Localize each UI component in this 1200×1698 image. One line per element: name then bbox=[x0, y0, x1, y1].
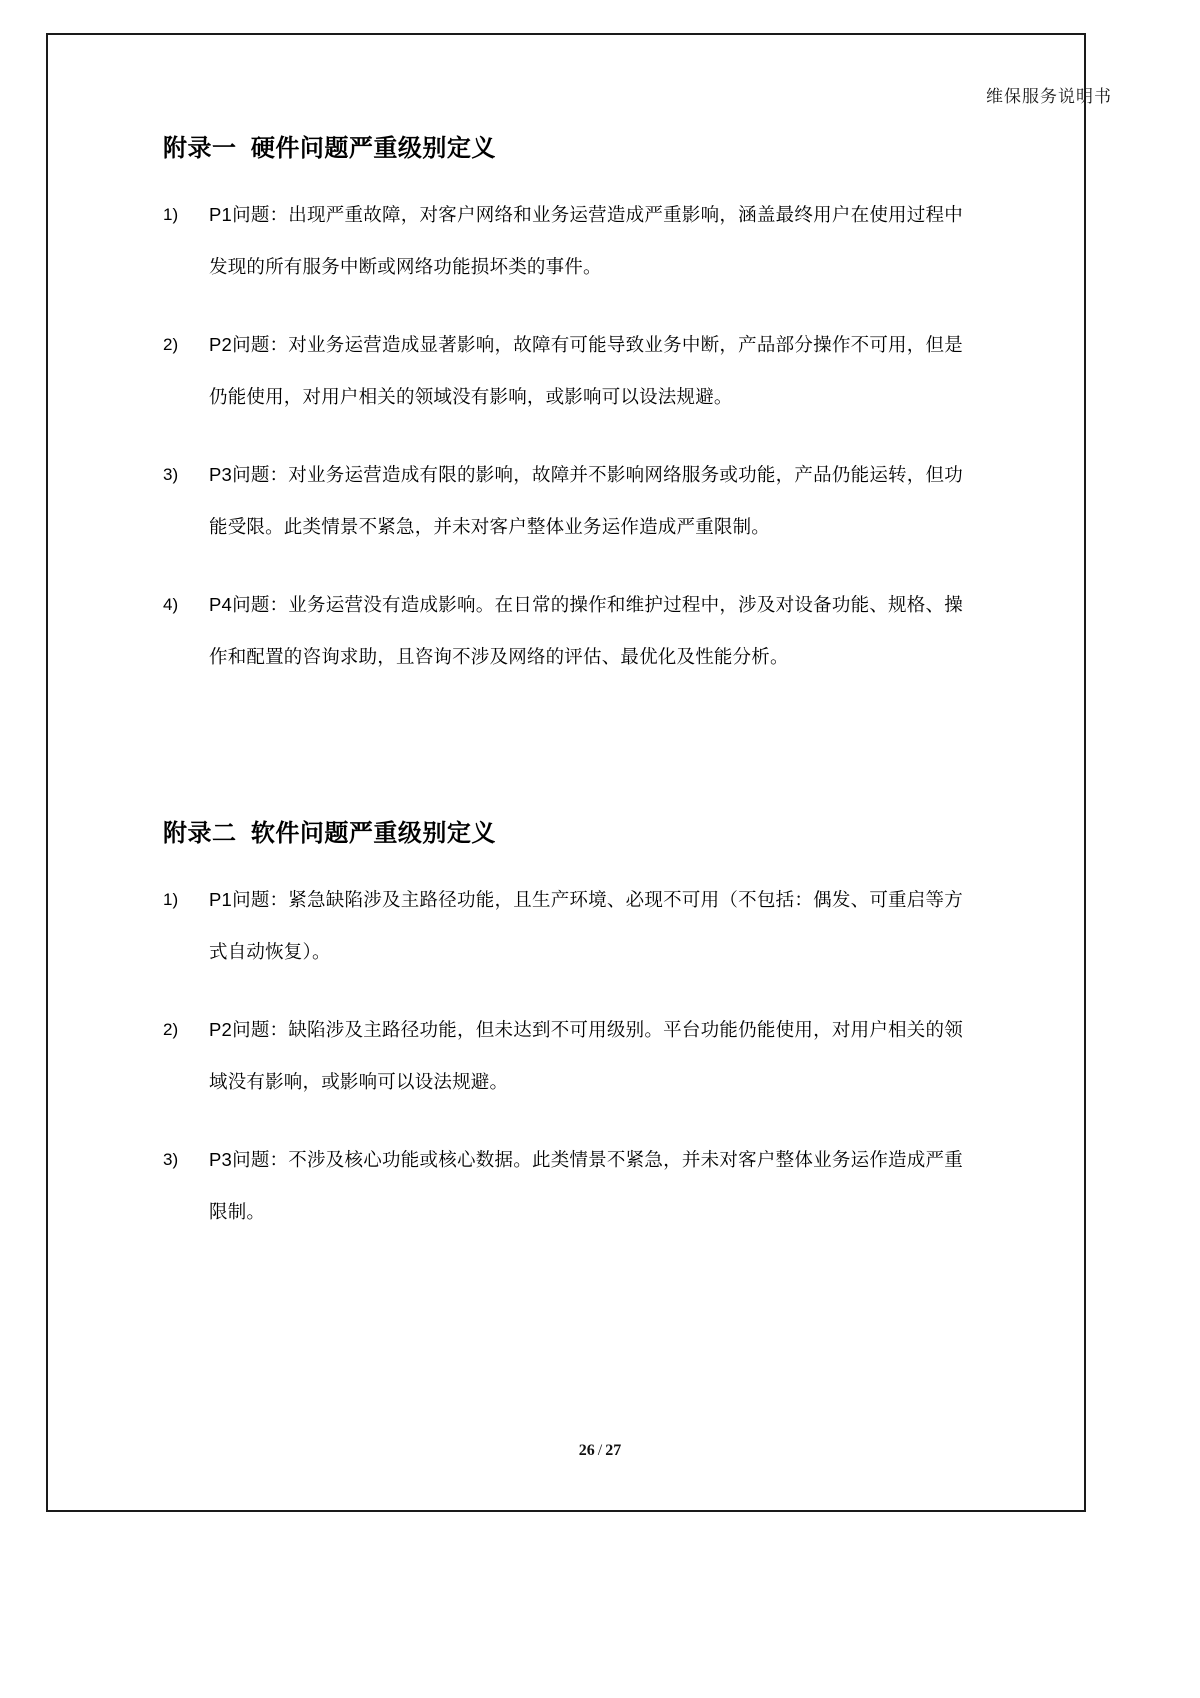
page-footer bbox=[0, 1442, 1200, 1460]
list-item-marker: 4) bbox=[163, 595, 179, 614]
list-item-text: P4问题：业务运营没有造成影响。在日常的操作和维护过程中，涉及对设备功能、规格、操作和配置的咨询求助，且咨询不涉及网络的评估、最优化及性能分析。 bbox=[209, 594, 963, 667]
list-item-text: P3问题：对业务运营造成有限的影响，故障并不影响网络服务或功能，产品仍能运转，但功能受限。此类情景不紧急，并未对客户整体业务运作造成严重限制。 bbox=[209, 464, 963, 537]
list-item-marker: 3) bbox=[163, 1150, 179, 1169]
appendix-one-list bbox=[163, 189, 963, 683]
appendix-two-list bbox=[163, 874, 963, 1238]
list-item-text: P1问题：紧急缺陷涉及主路径功能，且生产环境、必现不可用（不包括：偶发、可重启等方式自动恢复）。 bbox=[209, 889, 963, 962]
section-spacer bbox=[163, 683, 963, 813]
list-item-marker: 1) bbox=[163, 890, 179, 909]
list-item bbox=[163, 189, 963, 293]
section-title-appendix-one: 附录一 硬件问题严重级别定义 bbox=[163, 135, 496, 162]
list-item-marker: 2) bbox=[163, 1020, 179, 1039]
page-content bbox=[163, 128, 963, 1238]
list-item-marker: 2) bbox=[163, 335, 179, 354]
list-item-marker: 3) bbox=[163, 465, 179, 484]
footer-current-page: 26 bbox=[578, 1442, 595, 1459]
footer-separator: / bbox=[597, 1442, 603, 1459]
footer-total-pages: 27 bbox=[605, 1442, 622, 1459]
list-item-text: P1问题：出现严重故障，对客户网络和业务运营造成严重影响，涵盖最终用户在使用过程中发现的所有服务中断或网络功能损坏类的事件。 bbox=[209, 204, 963, 277]
running-head: 维保服务说明书 bbox=[986, 87, 1112, 106]
list-item bbox=[163, 319, 963, 423]
list-item-text: P2问题：对业务运营造成显著影响，故障有可能导致业务中断，产品部分操作不可用，但是仍能使用，对用户相关的领域没有影响，或影响可以设法规避。 bbox=[209, 334, 963, 407]
list-item bbox=[163, 449, 963, 553]
list-item-marker: 1) bbox=[163, 205, 179, 224]
list-item-text: P2问题：缺陷涉及主路径功能，但未达到不可用级别。平台功能仍能使用，对用户相关的领域没有影响，或影响可以设法规避。 bbox=[209, 1019, 963, 1092]
list-item bbox=[163, 874, 963, 978]
list-item bbox=[163, 1134, 963, 1238]
list-item bbox=[163, 579, 963, 683]
list-item bbox=[163, 1004, 963, 1108]
list-item-text: P3问题：不涉及核心功能或核心数据。此类情景不紧急，并未对客户整体业务运作造成严重限制。 bbox=[209, 1149, 963, 1222]
section-title-appendix-two: 附录二 软件问题严重级别定义 bbox=[163, 820, 496, 847]
